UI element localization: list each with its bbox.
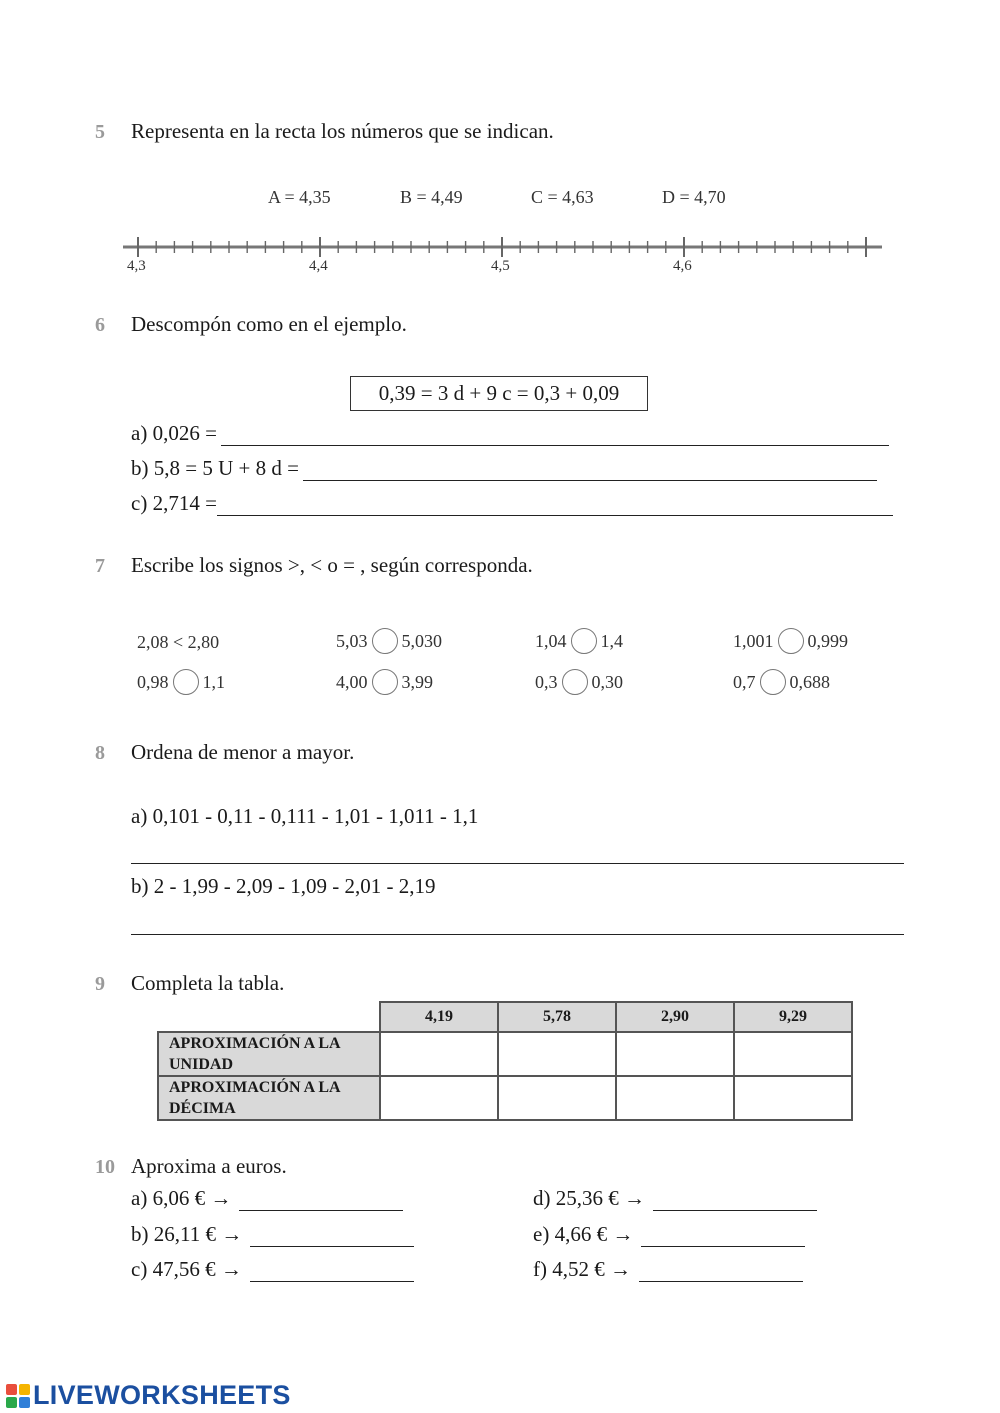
axis-label-4-5: 4,5 — [491, 258, 510, 274]
number-line-ticks — [123, 237, 882, 257]
compare-left: 4,00 — [336, 671, 368, 692]
table-answer-cell[interactable] — [616, 1032, 734, 1076]
question-5-text: Representa en la recta los números que se indican. — [131, 119, 554, 143]
euro-label-a: a) 6,06 € → — [131, 1186, 232, 1210]
compare-right: 1,1 — [202, 671, 225, 692]
euro-item-c — [131, 1257, 414, 1282]
euro-answer-f[interactable] — [639, 1263, 803, 1282]
point-label-d: D = 4,70 — [662, 187, 726, 207]
order-answer-b[interactable] — [131, 934, 904, 935]
euro-answer-d[interactable] — [653, 1192, 817, 1211]
compare-pair-2 — [535, 628, 623, 654]
euro-item-a — [131, 1186, 403, 1211]
logo-square — [6, 1384, 17, 1395]
decompose-label-c: c) 2,714 = — [131, 491, 217, 515]
compare-sign-slot[interactable] — [562, 669, 588, 695]
euro-label-d: d) 25,36 € → — [533, 1186, 645, 1210]
table-col-header: 4,19 — [380, 1002, 498, 1032]
euro-item-d — [533, 1186, 817, 1211]
decompose-item-c — [131, 491, 893, 516]
euro-label-e: e) 4,66 € → — [533, 1222, 634, 1246]
liveworksheets-logo[interactable] — [6, 1380, 291, 1411]
decompose-item-a — [131, 421, 889, 446]
point-label-a: A = 4,35 — [268, 187, 331, 207]
compare-left: 0,98 — [137, 671, 169, 692]
question-number-8: 8 — [95, 742, 105, 764]
logo-mark-icon — [6, 1384, 30, 1408]
axis-label-4-3: 4,3 — [127, 258, 146, 274]
compare-right: 0,688 — [789, 671, 830, 692]
compare-right: 5,030 — [401, 630, 442, 651]
logo-square — [6, 1397, 17, 1408]
compare-right: 0,30 — [591, 671, 623, 692]
compare-pair-7 — [733, 669, 830, 695]
order-list-a: a) 0,101 - 0,11 - 0,111 - 1,01 - 1,011 - 1,1 — [131, 804, 479, 828]
axis-label-4-4: 4,4 — [309, 258, 328, 274]
logo-square — [19, 1397, 30, 1408]
table-row-header: APROXIMACIÓN A LA DÉCIMA — [158, 1076, 380, 1120]
decompose-label-b: b) 5,8 = 5 U + 8 d = — [131, 456, 299, 480]
compare-pair-3 — [733, 628, 848, 654]
compare-left: 1,001 — [733, 630, 774, 651]
compare-sign-slot[interactable] — [372, 669, 398, 695]
table-answer-cell[interactable] — [498, 1032, 616, 1076]
question-number-9: 9 — [95, 973, 105, 995]
table-row — [158, 1032, 852, 1076]
compare-pair-6 — [535, 669, 623, 695]
order-answer-a[interactable] — [131, 863, 904, 864]
question-8-text: Ordena de menor a mayor. — [131, 740, 355, 764]
compare-left: 1,04 — [535, 630, 567, 651]
rounding-table — [157, 1001, 853, 1121]
compare-right: 3,99 — [401, 671, 433, 692]
decompose-answer-a[interactable] — [221, 427, 889, 446]
compare-sign-slot[interactable] — [372, 628, 398, 654]
table-answer-cell[interactable] — [380, 1076, 498, 1120]
table-answer-cell[interactable] — [380, 1032, 498, 1076]
axis-label-4-6: 4,6 — [673, 258, 692, 274]
table-col-header: 5,78 — [498, 1002, 616, 1032]
table-answer-cell[interactable] — [734, 1032, 852, 1076]
table-answer-cell[interactable] — [616, 1076, 734, 1120]
decompose-answer-c[interactable] — [217, 497, 893, 516]
order-list-b: b) 2 - 1,99 - 2,09 - 1,09 - 2,01 - 2,19 — [131, 874, 436, 898]
euro-answer-a[interactable] — [239, 1192, 403, 1211]
question-number-5: 5 — [95, 121, 105, 143]
euro-label-b: b) 26,11 € → — [131, 1222, 243, 1246]
table-corner — [158, 1002, 380, 1032]
compare-sign-slot[interactable] — [778, 628, 804, 654]
point-label-c: C = 4,63 — [531, 187, 594, 207]
compare-pair-5 — [336, 669, 433, 695]
compare-sign-slot[interactable] — [571, 628, 597, 654]
compare-right: 1,4 — [600, 630, 623, 651]
question-6-text: Descompón como en el ejemplo. — [131, 312, 407, 336]
decompose-label-a: a) 0,026 = — [131, 421, 217, 445]
table-answer-cell[interactable] — [498, 1076, 616, 1120]
question-number-7: 7 — [95, 555, 105, 577]
table-row — [158, 1076, 852, 1120]
euro-answer-e[interactable] — [641, 1228, 805, 1247]
example-box: 0,39 = 3 d + 9 c = 0,3 + 0,09 — [350, 376, 648, 411]
logo-square — [19, 1384, 30, 1395]
compare-example: 2,08 < 2,80 — [137, 631, 220, 652]
compare-pair-4 — [137, 669, 225, 695]
compare-left: 0,7 — [733, 671, 756, 692]
table-header-row — [158, 1002, 852, 1032]
euro-label-c: c) 47,56 € → — [131, 1257, 242, 1281]
compare-sign-slot[interactable] — [173, 669, 199, 695]
euro-label-f: f) 4,52 € → — [533, 1257, 631, 1281]
decompose-item-b — [131, 456, 877, 481]
euro-item-e — [533, 1222, 805, 1247]
question-number-6: 6 — [95, 314, 105, 336]
compare-right: 0,999 — [807, 630, 848, 651]
table-col-header: 9,29 — [734, 1002, 852, 1032]
logo-text: LIVEWORKSHEETS — [33, 1380, 291, 1410]
decompose-answer-b[interactable] — [303, 462, 877, 481]
euro-item-f — [533, 1257, 803, 1282]
number-line[interactable] — [0, 0, 1000, 300]
question-7-text: Escribe los signos >, < o = , según corresponda. — [131, 553, 533, 577]
question-10-text: Aproxima a euros. — [131, 1154, 287, 1178]
question-number-10: 10 — [95, 1156, 115, 1178]
compare-pair-1 — [336, 628, 442, 654]
compare-left: 0,3 — [535, 671, 558, 692]
question-9-text: Completa la tabla. — [131, 971, 285, 995]
euro-item-b — [131, 1222, 414, 1247]
table-answer-cell[interactable] — [734, 1076, 852, 1120]
compare-left: 5,03 — [336, 630, 368, 651]
table-col-header: 2,90 — [616, 1002, 734, 1032]
table-row-header: APROXIMACIÓN A LA UNIDAD — [158, 1032, 380, 1076]
point-label-b: B = 4,49 — [400, 187, 463, 207]
compare-sign-slot[interactable] — [760, 669, 786, 695]
euro-answer-c[interactable] — [250, 1263, 414, 1282]
euro-answer-b[interactable] — [250, 1228, 414, 1247]
